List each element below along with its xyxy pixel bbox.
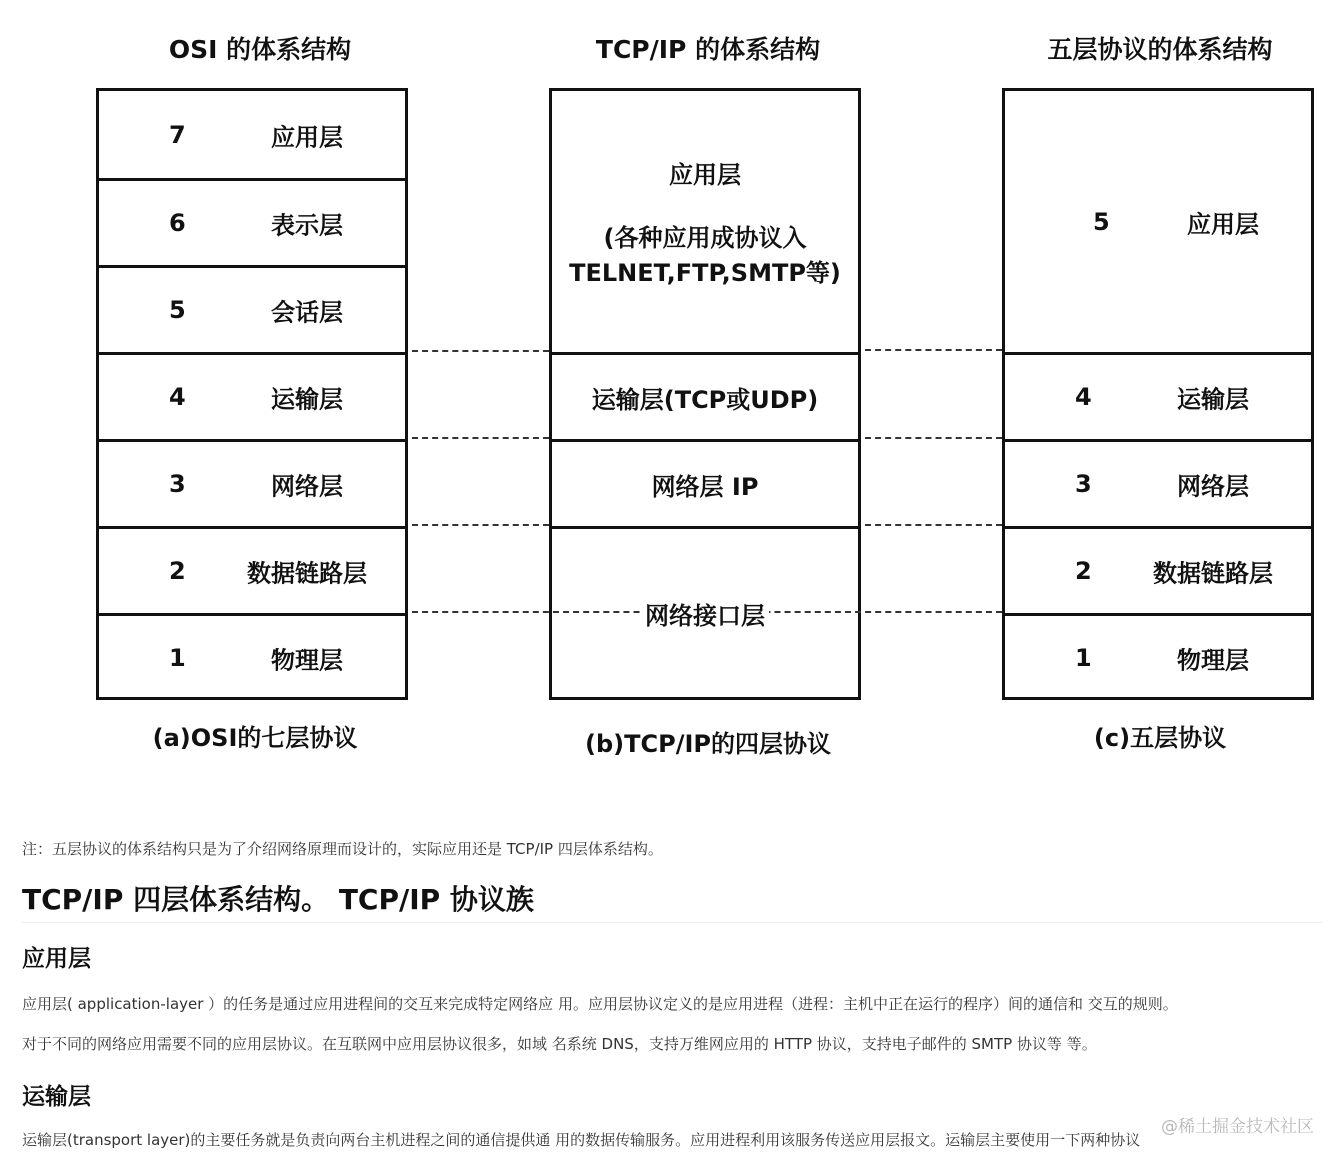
tcpip-application-layer bbox=[552, 91, 858, 352]
osi-title: OSI 的体系结构 bbox=[168, 35, 352, 64]
tcpip-app-desc-line2: TELNET,FTP,SMTP等) bbox=[569, 259, 841, 287]
connector-line bbox=[865, 349, 1002, 351]
layer-name: 运输层 bbox=[271, 385, 343, 414]
osi-layer-1 bbox=[99, 613, 405, 700]
tcpip-app-desc-line1: (各种应用成协议入 bbox=[603, 224, 807, 252]
layer-number: 2 bbox=[1075, 557, 1092, 585]
five-layer-1 bbox=[1005, 613, 1311, 700]
layer-name: 数据链路层 bbox=[247, 559, 367, 588]
tcpip-network-layer bbox=[552, 439, 858, 526]
five-layer-5 bbox=[1005, 91, 1311, 352]
application-layer-heading: 应用层 bbox=[22, 946, 91, 972]
osi-layer-5 bbox=[99, 265, 405, 352]
footnote: 注：五层协议的体系结构只是为了介绍网络原理而设计的，实际应用还是 TCP/IP 四层体系结构。 bbox=[22, 840, 663, 858]
five-stack bbox=[1002, 88, 1314, 700]
osi-stack bbox=[96, 88, 408, 700]
layer-number: 5 bbox=[169, 296, 186, 324]
osi-layer-3 bbox=[99, 439, 405, 526]
tcpip-stack bbox=[549, 88, 861, 700]
osi-caption: (a)OSI的七层协议 bbox=[152, 724, 358, 752]
osi-layer-6 bbox=[99, 178, 405, 265]
layer-number: 5 bbox=[1093, 207, 1110, 236]
tcpip-transport-layer bbox=[552, 352, 858, 439]
layer-name: 表示层 bbox=[271, 211, 343, 240]
layer-number: 1 bbox=[1075, 644, 1092, 672]
connector-line bbox=[412, 350, 549, 352]
five-title: 五层协议的体系结构 bbox=[1047, 35, 1273, 64]
connector-line bbox=[865, 437, 1002, 439]
layer-number: 3 bbox=[169, 470, 186, 498]
layer-name: 应用层 bbox=[1187, 210, 1259, 238]
layer-name: 物理层 bbox=[271, 646, 343, 675]
tcpip-app-name: 应用层 bbox=[669, 161, 741, 189]
connector-line bbox=[412, 437, 549, 439]
layer-number: 3 bbox=[1075, 470, 1092, 498]
connector-line bbox=[865, 524, 1002, 526]
layer-name: 会话层 bbox=[271, 298, 343, 327]
layer-name: 物理层 bbox=[1177, 646, 1249, 675]
five-layer-3 bbox=[1005, 439, 1311, 526]
layer-number: 4 bbox=[1075, 383, 1092, 411]
tcpip-caption: (b)TCP/IP的四层协议 bbox=[585, 730, 831, 758]
tcpip-interface-label: 网络接口层 bbox=[641, 596, 769, 631]
transport-layer-heading: 运输层 bbox=[22, 1084, 91, 1110]
layer-name: 数据链路层 bbox=[1153, 559, 1273, 588]
layer-number: 6 bbox=[169, 209, 186, 237]
layer-number: 2 bbox=[169, 557, 186, 585]
tcpip-transport-label: 运输层(TCP或UDP) bbox=[591, 385, 819, 414]
layer-number: 7 bbox=[169, 120, 186, 149]
layer-number: 1 bbox=[169, 644, 186, 672]
layer-name: 网络层 bbox=[1177, 472, 1249, 501]
transport-paragraph-1: 运输层(transport layer)的主要任务就是负责向两台主机进程之间的通信提供通 用的数据传输服务。应用进程利用该服务传送应用层报文。运输层主要使用一下两种协议 bbox=[22, 1131, 1141, 1149]
layer-name: 应用层 bbox=[271, 123, 343, 151]
application-paragraph-2: 对于不同的网络应用需要不同的应用层协议。在互联网中应用层协议很多，如域 名系统 DNS，支持万维网应用的 HTTP 协议，支持电子邮件的 SMTP 协议等 等。 bbox=[22, 1035, 1097, 1053]
connector-line bbox=[412, 524, 549, 526]
tcpip-network-label: 网络层 IP bbox=[651, 472, 759, 501]
osi-layer-7 bbox=[99, 91, 405, 178]
tcpip-title: TCP/IP 的体系结构 bbox=[595, 35, 821, 64]
layer-number: 4 bbox=[169, 383, 186, 411]
five-layer-4 bbox=[1005, 352, 1311, 439]
five-caption: (c)五层协议 bbox=[1093, 724, 1227, 752]
application-paragraph-1: 应用层( application-layer ）的任务是通过应用进程间的交互来完成特定网络应 用。应用层协议定义的是应用进程（进程：主机中正在运行的程序）间的通信和 交互的规则。 bbox=[22, 995, 1178, 1013]
layer-name: 网络层 bbox=[271, 472, 343, 501]
osi-layer-2 bbox=[99, 526, 405, 613]
section-heading: TCP/IP 四层体系结构。 TCP/IP 协议族 bbox=[22, 878, 1322, 923]
osi-layer-4 bbox=[99, 352, 405, 439]
layer-name: 运输层 bbox=[1177, 385, 1249, 414]
watermark: @稀土掘金技术社区 bbox=[1161, 1117, 1314, 1137]
five-layer-2 bbox=[1005, 526, 1311, 613]
